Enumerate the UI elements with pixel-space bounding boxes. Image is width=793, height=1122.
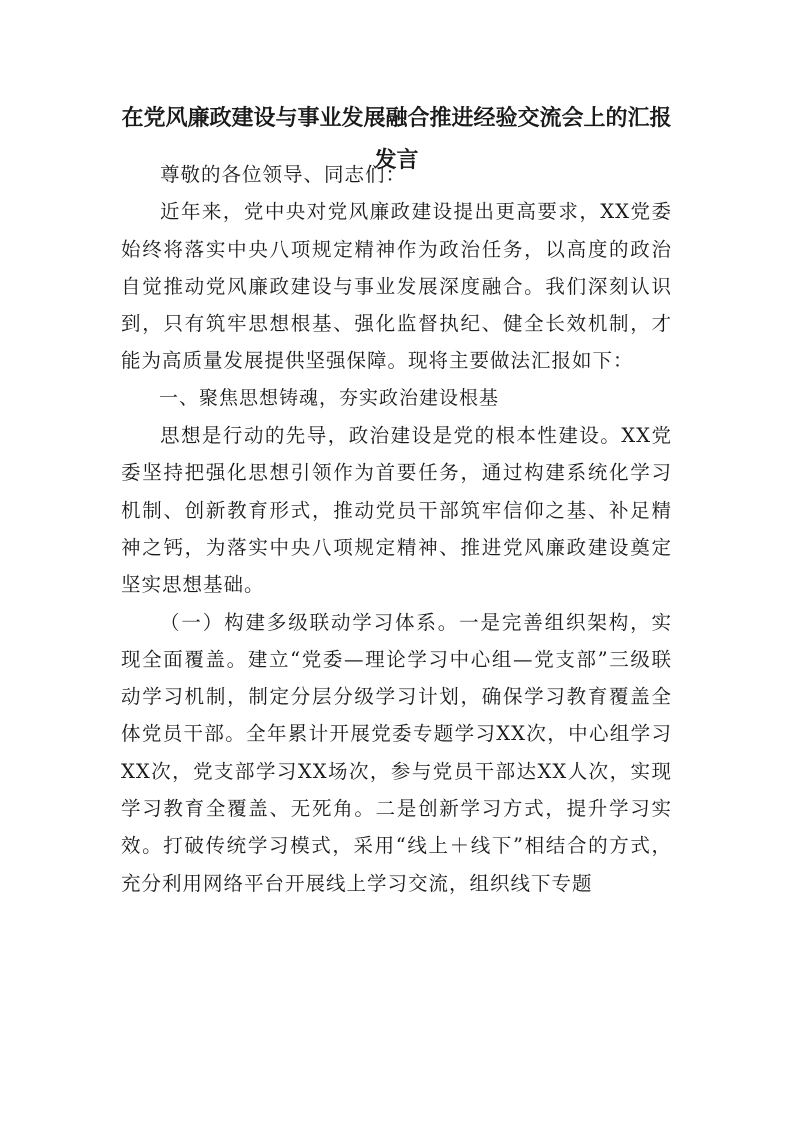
salutation: 尊敬的各位领导、同志们： (160, 163, 407, 186)
lead-two: 二是 (375, 797, 419, 821)
lead-one: 一是 (459, 610, 502, 634)
subsection-1-paragraph (121, 604, 672, 902)
subsection-1-text-1: 完善组织架构，实现全面覆盖。建立“党委—理论学习中心组—党支部”三级联动学习机制，制定分层分级学习计划，确保学习教育覆盖全体党员干部。全年累计开展党委专题学习XX次，中心组学习XX次，党支部学习XX场次，参与党员干部达XX人次，实现学习教育全覆盖、无死角。 (121, 610, 672, 821)
document-body (121, 156, 672, 902)
section-1-paragraph: 思想是行动的先导，政治建设是党的根本性建设。XX党委坚持把强化思想引领作为首要任务，通过构建系统化学习机制、创新教育形式，推动党员干部筑牢信仰之基、补足精神之钙，为落实中央八项规定精神、推进党风廉政建设奠定坚实思想基础。 (121, 424, 672, 597)
subsection-1-heading: （一）构建多级联动学习体系。 (160, 610, 460, 634)
document-title: 在党风廉政建设与事业发展融合推进经验交流会上的汇报发言 (121, 106, 672, 173)
section-1-heading: 一、聚焦思想铸魂，夯实政治建设根基 (159, 386, 500, 409)
subsection-1-text-2: 创新学习方式，提升学习实效。打破传统学习模式，采用“线上＋线下”相结合的方式，充分利用网络平台开展线上学习交流，组织线下专题 (121, 797, 672, 895)
intro-paragraph: 近年来，党中央对党风廉政建设提出更高要求，XX党委始终将落实中央八项规定精神作为政治任务，以高度的政治自觉推动党风廉政建设与事业发展深度融合。我们深刻认识到，只有筑牢思想根基、强化监督执纪、健全长效机制，才能为高质量发展提供坚强保障。现将主要做法汇报如下： (121, 200, 672, 373)
